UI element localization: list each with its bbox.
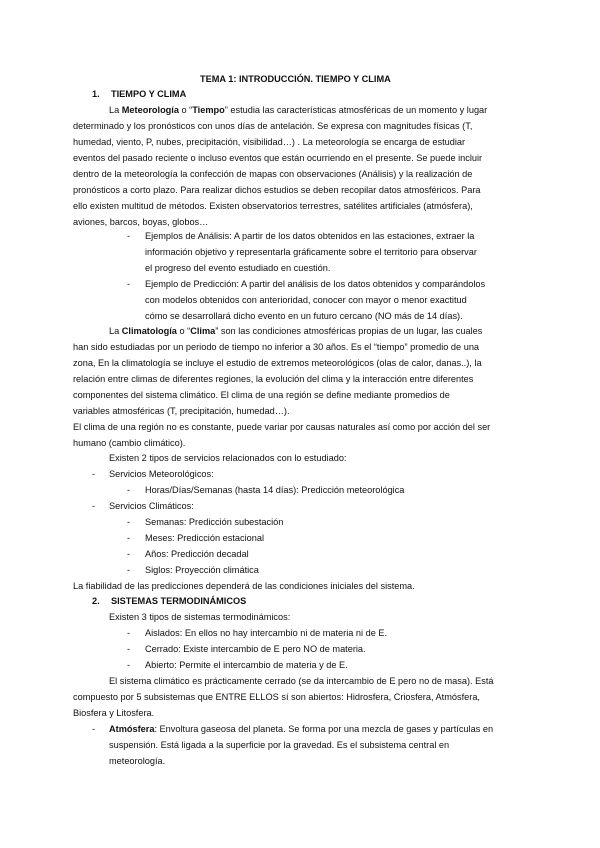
paragraph-line: aviones, barcos, boyas, globos… (73, 217, 209, 227)
section-heading-1: TIEMPO Y CLIMA (111, 89, 187, 99)
paragraph-line: compuesto por 5 subsistemas que ENTRE ELLOS sí son abiertos: Hidrosfera, Criosfera, Atmósfera, (73, 692, 480, 702)
paragraph-line: Biosfera y Litosfera. (73, 708, 155, 718)
bullet-dash: - (127, 231, 131, 241)
list-item-servicios-meteorologicos: Servicios Meteorológicos: (109, 469, 214, 479)
paragraph-line: humedad, viento, P, nubes, precipitación, visibilidad…) . La meteorología se encarga de estudiar (73, 137, 466, 147)
paragraph-line: determinado y los pronósticos con unos días de antelación. Se expresa con magnitudes físicas (T, (73, 121, 473, 131)
list-item: Semanas: Predicción subestación (145, 517, 284, 527)
list-item-aislados: Aislados: En ellos no hay intercambio ni de materia ni de E. (145, 628, 388, 638)
bullet-dash: - (127, 485, 131, 495)
list-item-line: suspensión. Está ligada a la superficie por la gravedad. Es el subsistema central en (109, 740, 450, 750)
bullet-dash: - (127, 549, 131, 559)
paragraph-line: relación entre climas de diferentes regiones, la evolución del clima y la interacción entre diferentes (73, 374, 474, 384)
paragraph-line: han sido estudiadas por un periodo de tiempo no inferior a 30 años. Es el “tiempo” promedio de una (73, 342, 480, 352)
list-item-line: meteorología. (109, 756, 166, 766)
list-item-prediccion: Ejemplo de Predicción: A partir del análisis de los datos obtenidos y comparándolos (145, 279, 486, 289)
list-item: Años: Predicción decadal (145, 549, 249, 559)
bullet-dash: - (127, 517, 131, 527)
list-item-servicios-climaticos: Servicios Climáticos: (109, 501, 194, 511)
paragraph-line: pronósticos a corto plazo. Para realizar dichos estudios se deben recopilar datos atmosféricos. Para (73, 185, 481, 195)
list-item-analisis: Ejemplos de Análisis: A partir de los datos obtenidos en las estaciones, extraer la (145, 231, 475, 241)
paragraph-line: componentes del sistema climático. El clima de una región se define mediante promedios de (73, 390, 450, 400)
paragraph-line: humano (cambio climático). (73, 438, 186, 448)
list-item-abierto: Abierto: Permite el intercambio de materia y de E. (145, 660, 348, 670)
bullet-dash: - (92, 501, 96, 511)
list-item: Siglos: Proyección climática (145, 565, 259, 575)
bullet-dash: - (127, 279, 131, 289)
bullet-dash: - (92, 724, 96, 734)
paragraph-climatologia-line: La Climatología o “Clima” son las condiciones atmosféricas propias de un lugar, las cuales (109, 326, 483, 336)
paragraph-line: eventos del pasado reciente o incluso eventos que están ocurriendo en el presente. Se puede incluir (73, 153, 483, 163)
bullet-dash: - (127, 565, 131, 575)
systems-intro: Existen 3 tipos de sistemas termodinámicos: (109, 612, 291, 622)
list-item-cerrado: Cerrado: Existe intercambio de E pero NO de materia. (145, 644, 366, 654)
bullet-dash: - (127, 533, 131, 543)
bullet-dash: - (92, 469, 96, 479)
services-intro: Existen 2 tipos de servicios relacionados con lo estudiado: (109, 453, 347, 463)
list-item-line: el progreso del evento estudiado en cuestión. (145, 263, 331, 273)
paragraph-line: La fiabilidad de las predicciones dependerá de las condiciones iniciales del sistema. (73, 581, 415, 591)
list-item-line: con modelos obtenidos con anterioridad, conocer con mayor o menor exactitud (145, 295, 467, 305)
paragraph-line: El clima de una región no es constante, puede variar por causas naturales así como por acción del ser (73, 422, 491, 432)
paragraph-line: El sistema climático es prácticamente cerrado (se da intercambio de E pero no de masa). Está (109, 676, 494, 686)
list-item-line: cómo se desarrollará dicho evento en un futuro cercano (NO más de 14 días). (145, 311, 463, 321)
page-title: TEMA 1: INTRODUCCIÓN. TIEMPO Y CLIMA (200, 74, 391, 84)
paragraph-line: zona, En la climatología se incluye el estudio de extremos meteorológicos (olas de calor, danas..), la (73, 358, 482, 368)
section-number-1: 1. (92, 89, 100, 99)
list-item-line: información objetivo y representarla gráficamente sobre el territorio para observar (145, 247, 477, 257)
section-heading-2: SISTEMAS TERMODINÁMICOS (111, 596, 247, 606)
list-item: Horas/Días/Semanas (hasta 14 días): Predicción meteorológica (145, 485, 405, 495)
paragraph-meteorologia-line: La Meteorología o “Tiempo” estudia las características atmosféricas de un momento y lugar (109, 105, 488, 115)
bullet-dash: - (127, 644, 131, 654)
list-item-atmosfera: Atmósfera: Envoltura gaseosa del planeta. Se forma por una mezcla de gases y partículas en (109, 724, 494, 734)
section-number-2: 2. (92, 596, 100, 606)
bullet-dash: - (127, 660, 131, 670)
paragraph-line: dentro de la meteorología la confección de mapas con observaciones (Análisis) y la realización de (73, 169, 473, 179)
list-item: Meses: Predicción estacional (145, 533, 264, 543)
bullet-dash: - (127, 628, 131, 638)
paragraph-line: variables atmosféricas (T, precipitación, humedad…). (73, 406, 290, 416)
paragraph-line: ello existen multitud de métodos. Existen observatorios terrestres, satélites artificiales (atmósfera), (73, 201, 473, 211)
